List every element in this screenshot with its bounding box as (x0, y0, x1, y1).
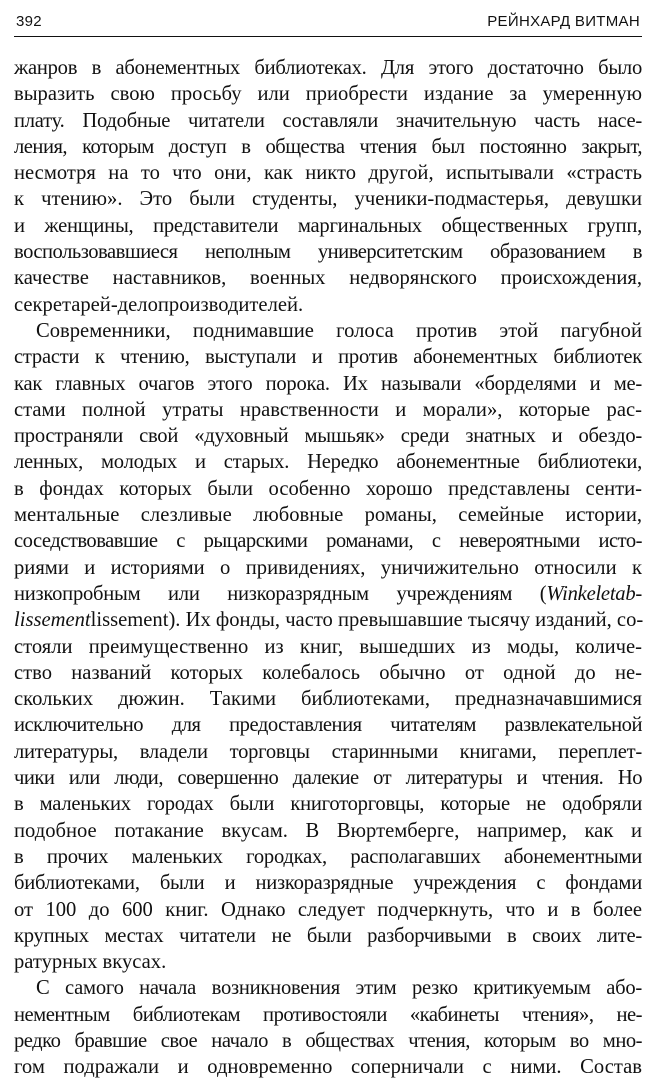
italic-term: Winkeletab- (546, 582, 642, 605)
text-line: гом подражали и одновременно соперничали с ними. Состав (14, 1056, 642, 1079)
text-line: С самого начала возникновения этим резко критикуемым або- (36, 977, 642, 1000)
text-line: от 100 до 600 книг. Однако следует подчеркнуть, что и в более (14, 898, 642, 921)
text-line: жанров в абонементных библиотеках. Для этого достаточно было (14, 57, 642, 79)
text-line: выразить свою просьбу или приобрести издание за умеренную (14, 83, 642, 106)
text-line: воспользовавшиеся неполным университетским образованием в (14, 241, 642, 264)
text-line: подобное потакание вкусам. В Вюртемберге, например, как и (14, 819, 642, 842)
text-line: плату. Подобные читатели составляли значительную часть насе- (14, 109, 642, 132)
body-text (14, 55, 642, 1081)
text-line: исключительно для предоставления читателям развлекательной (14, 714, 642, 737)
text-line: соседствовавшие с рыцарскими романами, с невероятными исто- (14, 530, 642, 553)
text-line: Современники, поднимавшие голоса против этой пагубной (36, 319, 642, 342)
text-line: крупных местах читатели не были разборчивыми в своих лите- (14, 924, 642, 947)
text-line: пространяли свой «духовный мышьяк» среди знатных и обездо- (14, 425, 642, 448)
text-line: литературы, владели торговцы старинными книгами, переплет- (14, 740, 642, 763)
paragraph (14, 55, 642, 318)
text-line: в фондах которых были особенно хорошо представлены сенти- (14, 477, 642, 500)
text-line-with-italic (14, 581, 642, 607)
text-line: библиотеками, были и низкоразрядные учреждения с фондами (14, 872, 642, 895)
text-line: скольких дюжин. Такими библиотеками, предназначавшимися (14, 688, 642, 711)
text-line: чики или люди, совершенно далекие от литературы и чтения. Но (14, 767, 642, 790)
text-line: в прочих маленьких городках, располагавших абонементными (14, 845, 642, 868)
running-head: РЕЙНХАРД ВИТМАН (487, 13, 640, 30)
text-segment: низкопробным или низкоразрядным учреждениям ( (14, 582, 547, 605)
text-line: ратурных вкусах. (14, 951, 167, 974)
page-header (14, 8, 642, 37)
paragraph (14, 975, 642, 1080)
text-line: несмотря на то что они, как никто другой, испытывали «страсть (14, 162, 642, 185)
text-line: к чтению». Это были студенты, ученики-подмастерья, девушки (14, 188, 642, 211)
text-line: редко бравшие свое начало в обществах чтения, которым во мно- (14, 1029, 642, 1052)
text-line (14, 607, 642, 633)
text-line: секретарей-делопроизводителей. (14, 293, 304, 316)
text-line: ленных, молодых и старых. Нередко абонементные библиотеки, (14, 451, 642, 474)
text-line: ментальные слезливые любовные романы, семейные истории, (14, 504, 642, 527)
text-line: качестве наставников, военных недворянского происхождения, (14, 267, 642, 290)
text-line: и женщины, представители маргинальных общественных групп, (14, 214, 642, 237)
paragraph (14, 318, 642, 975)
text-line: нементным библиотекам противостояли «кабинеты чтения», не- (14, 1003, 642, 1026)
page-number: 392 (16, 13, 42, 30)
text-line: в маленьких городах были книготорговцы, которые не одобряли (14, 793, 642, 816)
text-line: ство названий которых колебалось обычно от одной до не- (14, 661, 642, 684)
text-line: стояли преимущественно из книг, вышедших из моды, количе- (14, 635, 642, 658)
text-line: риями и историями о привидениях, уничижительно относили к (14, 556, 642, 579)
text-line: страсти к чтению, выступали и против абонементных библиотек (14, 346, 642, 369)
text-line: стами полной утраты нравственности и морали», которые рас- (14, 398, 642, 421)
text-line: как главных очагов этого порока. Их называли «борделями и ме- (14, 372, 642, 395)
text-line: ления, которым доступ в общества чтения был постоянно закрыт, (14, 135, 642, 158)
text-segment: lissement). Их фонды, часто превышавшие тысячу изданий, со- (90, 609, 644, 632)
italic-term: lissement (14, 609, 91, 632)
